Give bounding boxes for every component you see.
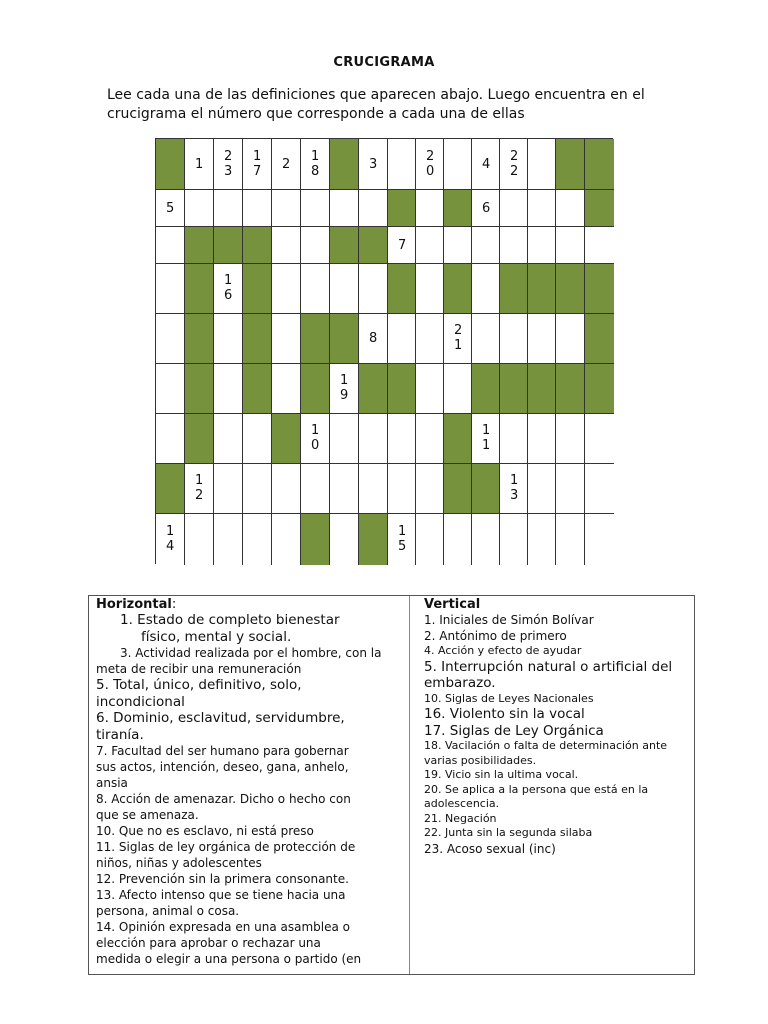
grid-cell[interactable] <box>156 414 185 464</box>
grid-cell[interactable] <box>444 364 472 414</box>
grid-cell[interactable] <box>500 139 528 190</box>
horizontal-clue: 6. Dominio, esclavitud, servidumbre, <box>96 710 345 726</box>
horizontal-clue: medida o elegir a una persona o partido (en <box>96 952 362 966</box>
vertical-clue: 19. Vicio sin la ultima vocal. <box>424 768 579 781</box>
instructions-line: crucigrama el número que corresponde a cada una de ellas <box>107 106 525 122</box>
grid-cell[interactable] <box>472 139 500 190</box>
shaded-cell <box>185 414 214 464</box>
vertical-clue: 2. Antónimo de primero <box>424 629 567 643</box>
grid-cell[interactable] <box>528 414 556 464</box>
shaded-cell <box>330 139 359 190</box>
grid-cell[interactable] <box>330 514 359 565</box>
shaded-cell <box>528 264 556 314</box>
vertical-clue: 5. Interrupción natural o artificial del <box>424 658 673 675</box>
shaded-cell <box>585 264 614 314</box>
shaded-cell <box>444 264 472 314</box>
horizontal-clue: 1. Estado de completo bienestar <box>120 612 340 628</box>
clue-number: 1 7 <box>253 149 262 179</box>
shaded-cell <box>556 364 585 414</box>
horizontal-clue: incondicional <box>96 693 185 710</box>
clue-number: 1 6 <box>224 273 233 303</box>
grid-cell[interactable] <box>359 314 388 364</box>
grid-cell[interactable] <box>359 139 388 190</box>
shaded-cell <box>585 364 614 414</box>
grid-cell[interactable] <box>359 190 388 227</box>
vertical-clue: 17. Siglas de Ley Orgánica <box>424 722 604 739</box>
shaded-cell <box>585 314 614 364</box>
clue-number: 6 <box>482 201 491 216</box>
grid-cell[interactable] <box>528 227 556 264</box>
shaded-cell <box>585 139 614 190</box>
shaded-cell <box>185 264 214 314</box>
shaded-cell <box>472 364 500 414</box>
clue-number: 2 3 <box>224 149 233 179</box>
grid-cell[interactable] <box>444 227 472 264</box>
grid-cell[interactable] <box>388 414 416 464</box>
shaded-cell <box>585 190 614 227</box>
grid-cell[interactable] <box>156 314 185 364</box>
shaded-cell <box>185 364 214 414</box>
grid-cell[interactable] <box>359 264 388 314</box>
grid-cell[interactable] <box>272 264 301 314</box>
shaded-cell <box>243 227 272 264</box>
clue-number: 1 4 <box>166 524 175 554</box>
grid-cell[interactable] <box>444 139 472 190</box>
vertical-clue: 22. Junta sin la segunda silaba <box>424 826 593 839</box>
shaded-cell <box>500 264 528 314</box>
vertical-clue: 4. Acción y efecto de ayudar <box>424 644 582 657</box>
grid-cell[interactable] <box>472 514 500 565</box>
grid-cell[interactable] <box>272 139 301 190</box>
grid-cell[interactable] <box>416 314 444 364</box>
shaded-cell <box>444 414 472 464</box>
grid-cell[interactable] <box>472 227 500 264</box>
grid-cell[interactable] <box>214 139 243 190</box>
grid-cell[interactable] <box>330 264 359 314</box>
grid-cell[interactable] <box>243 190 272 227</box>
grid-cell[interactable] <box>388 464 416 514</box>
grid-cell[interactable] <box>528 314 556 364</box>
grid-cell[interactable] <box>556 227 585 264</box>
shaded-cell <box>185 227 214 264</box>
grid-cell[interactable] <box>416 464 444 514</box>
grid-cell[interactable] <box>272 514 301 565</box>
shaded-cell <box>528 364 556 414</box>
shaded-cell <box>330 227 359 264</box>
shaded-cell <box>556 139 585 190</box>
vertical-clue: 21. Negación <box>424 811 497 825</box>
grid-cell[interactable] <box>528 139 556 190</box>
grid-cell[interactable] <box>214 414 243 464</box>
horizontal-clue: 13. Afecto intenso que se tiene hacia una <box>96 888 346 902</box>
grid-cell[interactable] <box>528 464 556 514</box>
grid-cell[interactable] <box>500 314 528 364</box>
grid-cell[interactable] <box>214 264 243 314</box>
shaded-cell <box>185 314 214 364</box>
shaded-cell <box>214 227 243 264</box>
shaded-cell <box>156 464 185 514</box>
shaded-cell <box>156 139 185 190</box>
grid-cell[interactable] <box>301 414 330 464</box>
instructions <box>107 86 667 124</box>
grid-cell[interactable] <box>301 464 330 514</box>
clue-number: 4 <box>482 157 491 172</box>
grid-cell[interactable] <box>388 514 416 565</box>
shaded-cell <box>388 190 416 227</box>
grid-cell[interactable] <box>528 190 556 227</box>
grid-cell[interactable] <box>272 190 301 227</box>
grid-cell[interactable] <box>556 190 585 227</box>
grid-cell[interactable] <box>301 190 330 227</box>
clue-number: 1 2 <box>195 473 204 503</box>
grid-cell[interactable] <box>272 364 301 414</box>
shaded-cell <box>444 190 472 227</box>
grid-cell[interactable] <box>301 227 330 264</box>
horizontal-clue: físico, mental y social. <box>141 628 292 645</box>
clue-number: 5 <box>166 201 175 216</box>
shaded-cell <box>243 314 272 364</box>
horizontal-clue: tiranía. <box>96 726 144 743</box>
grid-cell[interactable] <box>585 414 614 464</box>
clue-number: 1 5 <box>398 524 407 554</box>
grid-cell[interactable] <box>330 464 359 514</box>
horizontal-clue: 3. Actividad realizada por el hombre, con la <box>120 646 382 660</box>
horizontal-clue: niños, niñas y adolescentes <box>96 856 262 870</box>
grid-cell[interactable] <box>156 364 185 414</box>
grid-cell[interactable] <box>156 227 185 264</box>
horizontal-clue: meta de recibir una remuneración <box>96 662 302 676</box>
shaded-cell <box>472 464 500 514</box>
grid-cell[interactable] <box>585 464 614 514</box>
clue-number: 2 0 <box>426 149 435 179</box>
grid-cell[interactable] <box>528 514 556 565</box>
vertical-clue: 20. Se aplica a la persona que está en la <box>424 782 649 796</box>
grid-cell[interactable] <box>214 364 243 414</box>
shaded-cell <box>243 364 272 414</box>
grid-cell[interactable] <box>500 190 528 227</box>
grid-cell[interactable] <box>388 227 416 264</box>
grid-cell[interactable] <box>243 514 272 565</box>
shaded-cell <box>388 264 416 314</box>
grid-cell[interactable] <box>444 314 472 364</box>
grid-cell[interactable] <box>500 227 528 264</box>
clue-number: 8 <box>369 331 378 346</box>
horizontal-clue: 7. Facultad del ser humano para gobernar <box>96 744 349 758</box>
grid-cell[interactable] <box>156 190 185 227</box>
horizontal-clue: 8. Acción de amenazar. Dicho o hecho con <box>96 792 351 806</box>
horizontal-heading: Horizontal: <box>96 597 177 612</box>
grid-cell[interactable] <box>500 464 528 514</box>
shaded-cell <box>243 264 272 314</box>
horizontal-clue: ansia <box>96 776 128 790</box>
grid-cell[interactable] <box>416 190 444 227</box>
grid-cell[interactable] <box>272 227 301 264</box>
grid-cell[interactable] <box>556 514 585 565</box>
grid-cell[interactable] <box>156 264 185 314</box>
grid-cell[interactable] <box>185 190 214 227</box>
grid-cell[interactable] <box>416 514 444 565</box>
horizontal-clue: 5. Total, único, definitivo, solo, <box>96 677 302 693</box>
horizontal-clue: sus actos, intención, deseo, gana, anhelo, <box>96 760 349 774</box>
vertical-heading: Vertical <box>424 597 481 612</box>
vertical-clues <box>424 596 692 857</box>
horizontal-clue: persona, animal o cosa. <box>96 904 240 918</box>
grid-cell[interactable] <box>301 264 330 314</box>
grid-cell[interactable] <box>416 227 444 264</box>
grid-cell[interactable] <box>214 190 243 227</box>
grid-cell[interactable] <box>500 414 528 464</box>
shaded-cell <box>388 364 416 414</box>
grid-cell[interactable] <box>556 314 585 364</box>
grid-cell[interactable] <box>416 264 444 314</box>
grid-cell[interactable] <box>243 464 272 514</box>
vertical-clue: 23. Acoso sexual (inc) <box>424 841 556 856</box>
grid-cell[interactable] <box>416 414 444 464</box>
shaded-cell <box>330 314 359 364</box>
grid-cell[interactable] <box>416 139 444 190</box>
grid-cell[interactable] <box>500 514 528 565</box>
vertical-clue: adolescencia. <box>424 797 500 810</box>
vertical-clue: varias posibilidades. <box>424 753 537 767</box>
grid-cell[interactable] <box>185 139 214 190</box>
clue-number: 2 <box>282 157 291 172</box>
grid-cell[interactable] <box>556 464 585 514</box>
clue-number: 2 1 <box>454 323 463 353</box>
grid-cell[interactable] <box>330 190 359 227</box>
grid-cell[interactable] <box>556 414 585 464</box>
vertical-clue: 16. Violento sin la vocal <box>424 706 585 722</box>
shaded-cell <box>301 514 330 565</box>
grid-cell[interactable] <box>388 314 416 364</box>
vertical-clue: 18. Vacilación o falta de determinación ante <box>424 739 668 752</box>
grid-cell[interactable] <box>185 514 214 565</box>
horizontal-clue: 14. Opinión expresada en una asamblea o <box>96 920 351 934</box>
grid-cell[interactable] <box>472 414 500 464</box>
grid-cell[interactable] <box>330 364 359 414</box>
clue-number: 1 3 <box>510 473 519 503</box>
horizontal-clue: 12. Prevención sin la primera consonante. <box>96 872 349 886</box>
clue-number: 1 <box>195 157 204 172</box>
shaded-cell <box>359 514 388 565</box>
grid-cell[interactable] <box>444 514 472 565</box>
grid-cell[interactable] <box>330 414 359 464</box>
clue-number: 1 8 <box>311 149 320 179</box>
instructions-line: Lee cada una de las definiciones que aparecen abajo. Luego encuentra en el <box>107 87 645 103</box>
vertical-clue: embarazo. <box>424 675 496 691</box>
grid-cell[interactable] <box>301 139 330 190</box>
grid-cell[interactable] <box>185 464 214 514</box>
shaded-cell <box>556 264 585 314</box>
page-title: CRUCIGRAMA <box>333 55 435 70</box>
shaded-cell <box>500 364 528 414</box>
clue-number: 1 1 <box>482 423 491 453</box>
shaded-cell <box>359 227 388 264</box>
shaded-cell <box>359 364 388 414</box>
grid-cell[interactable] <box>359 464 388 514</box>
vertical-clue: 10. Siglas de Leyes Nacionales <box>424 691 594 705</box>
grid-cell[interactable] <box>214 514 243 565</box>
grid-cell[interactable] <box>214 314 243 364</box>
clues-table <box>88 595 695 975</box>
grid-cell[interactable] <box>585 227 614 264</box>
grid-cell[interactable] <box>243 414 272 464</box>
crossword-grid <box>155 138 613 564</box>
column-divider <box>409 596 410 975</box>
shaded-cell <box>301 364 330 414</box>
grid-cell[interactable] <box>416 364 444 414</box>
horizontal-clue: 10. Que no es esclavo, ni está preso <box>96 824 314 838</box>
clue-number: 2 2 <box>510 149 519 179</box>
clue-number: 7 <box>398 238 407 253</box>
grid-cell[interactable] <box>243 139 272 190</box>
grid-cell[interactable] <box>214 464 243 514</box>
clue-number: 3 <box>369 157 378 172</box>
horizontal-clue: 11. Siglas de ley orgánica de protección de <box>96 840 356 854</box>
clue-number: 1 9 <box>340 373 349 403</box>
grid-cell[interactable] <box>472 190 500 227</box>
shaded-cell <box>272 414 301 464</box>
vertical-clue: 1. Iniciales de Simón Bolívar <box>424 613 594 627</box>
grid-cell[interactable] <box>272 464 301 514</box>
grid-cell[interactable] <box>472 264 500 314</box>
grid-cell[interactable] <box>585 514 614 565</box>
horizontal-clue: elección para aprobar o rechazar una <box>96 936 321 950</box>
shaded-cell <box>444 464 472 514</box>
grid-cell[interactable] <box>388 139 416 190</box>
horizontal-clue: que se amenaza. <box>96 808 199 822</box>
grid-cell[interactable] <box>272 314 301 364</box>
clue-number: 1 0 <box>311 423 320 453</box>
grid-cell[interactable] <box>472 314 500 364</box>
grid-cell[interactable] <box>156 514 185 565</box>
grid-cell[interactable] <box>359 414 388 464</box>
horizontal-clues <box>96 596 394 967</box>
shaded-cell <box>301 314 330 364</box>
